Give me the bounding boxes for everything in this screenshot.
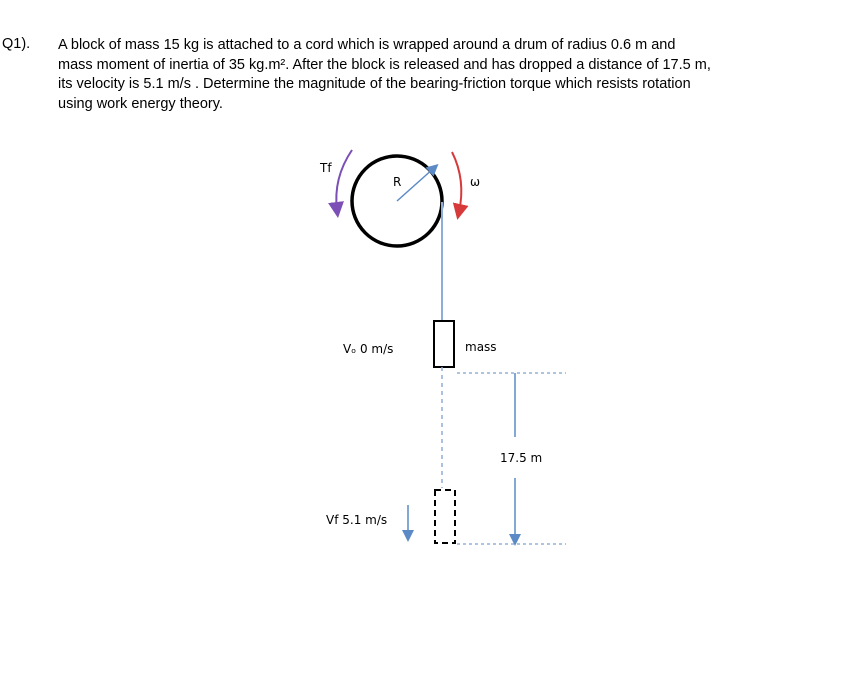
friction-torque-arrow [336,150,352,210]
radius-arrow [397,168,434,201]
omega-arrow [452,152,461,212]
friction-torque-label: Tf [320,161,332,175]
mass-label: mass [465,340,497,354]
question-line-1: A block of mass 15 kg is attached to a cord which is wrapped around a drum of radius 0.6 m and [58,37,676,53]
distance-label: 17.5 m [500,451,543,465]
mass-block-final [435,490,455,543]
question-line-4: using work energy theory. [58,95,223,112]
mass-block-initial [434,321,454,367]
question-number: Q1). [2,36,31,52]
initial-velocity-label: Vₒ 0 m/s [343,342,394,356]
question-line-3: its velocity is 5.1 m/s . Determine the magnitude of the bearing-friction torque which resists rotation [58,76,691,92]
question-line-2: mass moment of inertia of 35 kg.m². After the block is released and has dropped a distance of 17.5 m, [58,56,711,73]
omega-label: ω [470,175,481,189]
radius-label: R [393,175,402,189]
final-velocity-label: Vf 5.1 m/s [326,513,388,527]
